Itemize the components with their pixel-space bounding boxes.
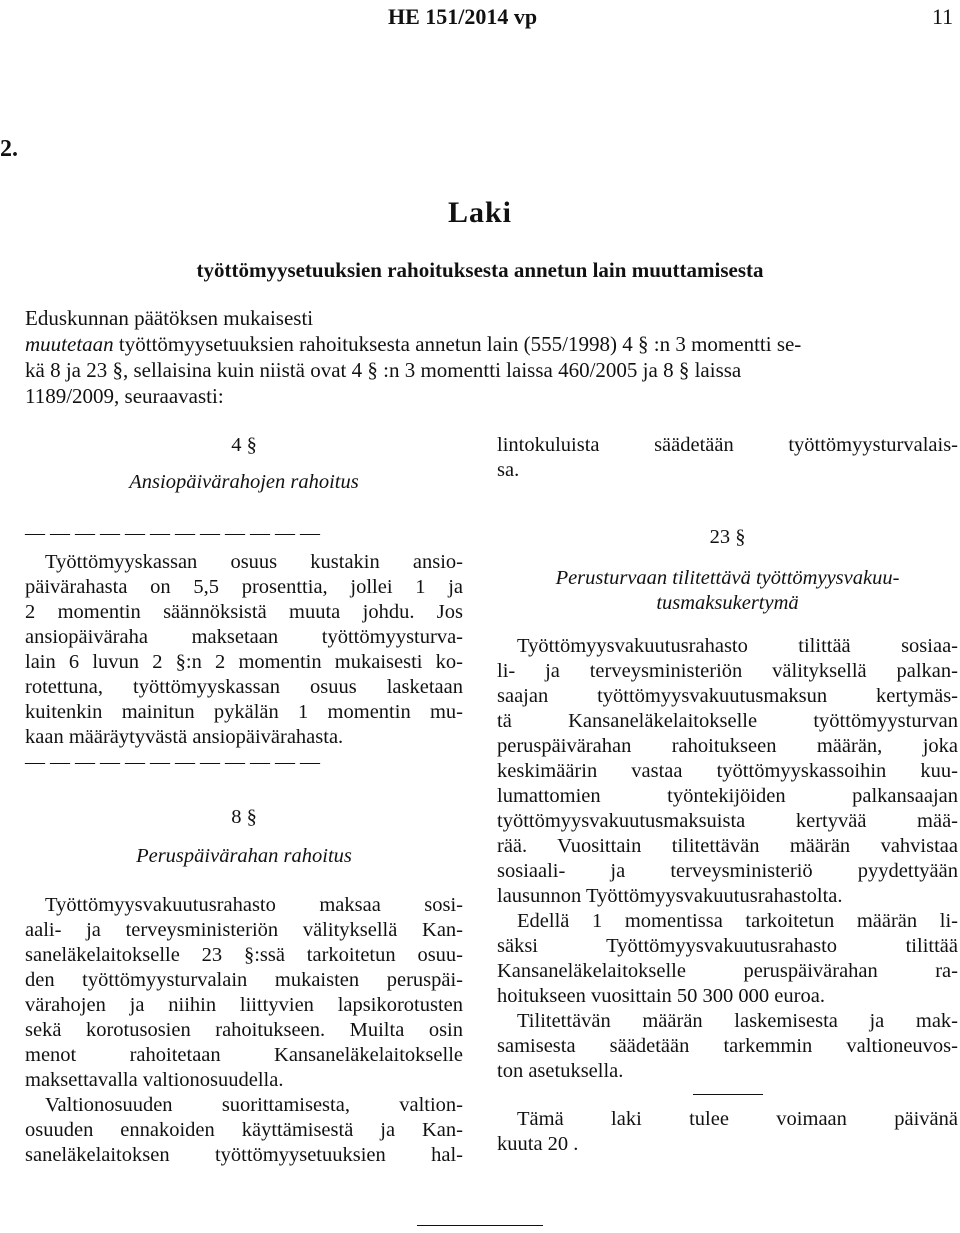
continuation-text	[497, 433, 958, 483]
omission-dashes: — — — — — — — — — — — —	[25, 751, 320, 773]
text-line: lain 6 luvun 2 §:n 2 momentin mukaisesti ko-	[25, 651, 463, 673]
section-23-paragraph-1	[497, 634, 958, 909]
document-id: HE 151/2014 vp	[388, 4, 538, 29]
text-line: osuuden ennakoiden käyttämisestä ja Kan-	[25, 1119, 463, 1141]
text-line: värahojen ja niihin liittyvien lapsikorotusten	[25, 994, 463, 1016]
text-line: Kansaneläkelaitokselle peruspäivärahan ra-	[497, 960, 958, 982]
text-line: sa.	[497, 459, 520, 481]
text-line: tä Kansaneläkelaitokselle työttömyysturvan	[497, 710, 958, 732]
law-subtitle: työttömyysetuuksien rahoituksesta annetun lain muuttamisesta	[196, 258, 764, 282]
section-23-paragraph-3	[497, 1009, 958, 1084]
text-line: ton asetuksella.	[497, 1060, 624, 1082]
right-column	[497, 433, 958, 1157]
text-line: ansiopäiväraha maksetaan työttömyysturva-	[25, 626, 463, 648]
text-line: peruspäivärahan rahoitukseen määrän, joka	[497, 735, 958, 757]
text-line: rää. Vuosittain tilitettävän määrän vahvistaa	[497, 835, 958, 857]
text-line: kaan määräytyvästä ansiopäivärahasta.	[25, 726, 344, 748]
section-number: 2.	[0, 136, 18, 162]
text-line: tusmaksukertymä	[656, 592, 799, 614]
text-line: sekä korotusosien rahoitukseen. Muilta osin	[25, 1019, 463, 1041]
text-line: kuitenkin mainitun pykälän 1 momentin mu-	[25, 701, 463, 723]
text-line: Työttömyysvakuutusrahasto maksaa sosi-	[45, 894, 463, 916]
text-line: aali- ja terveysministeriön välityksellä Kan-	[25, 919, 463, 941]
omission-dashes: — — — — — — — — — — — —	[25, 522, 320, 544]
section-4-body	[25, 550, 463, 750]
entry-into-force	[497, 1107, 958, 1157]
text-line: säksi Työttömyysvakuutusrahasto tilittää	[497, 935, 958, 957]
text-line: rotettuna, työttömyyskassan osuus lasketaan	[25, 676, 463, 698]
section-8-paragraph-1	[25, 893, 463, 1093]
footer-rule	[417, 1225, 543, 1226]
text-line: sosiaali- ja terveysministeriö pyydettyään	[497, 860, 958, 882]
section-4-title: Ansiopäivärahojen rahoitus	[129, 471, 359, 493]
text-line: Työttömyysvakuutusrahasto tilittää sosiaa-	[517, 635, 958, 657]
preamble-line: 1189/2009, seuraavasti:	[25, 384, 224, 408]
text-line: Perusturvaan tilitettävä työttömyysvakuu-	[555, 567, 900, 589]
text-line: saajan työttömyysvakuutusmaksun kertymäs-	[497, 685, 958, 707]
text-line: saneläkelaitokselle 23 §:ssä tarkoitetun osuu-	[25, 944, 463, 966]
preamble-line: kä 8 ja 23 §, sellaisina kuin niistä ovat 4 § :n 3 momentti laissa 460/2005 ja 8 § laissa	[25, 358, 742, 382]
preamble	[25, 305, 960, 409]
text-line: li- ja terveysministeriön välityksellä palkan-	[497, 660, 958, 682]
text-line: lintokuluista säädetään työttömyysturvalais-	[497, 434, 958, 456]
page-number: 11	[932, 4, 954, 29]
law-title: Laki	[447, 196, 513, 229]
preamble-line	[25, 331, 960, 357]
section-8-paragraph-2	[25, 1093, 463, 1168]
left-column	[25, 433, 463, 1168]
end-rule	[693, 1094, 763, 1095]
text-line: Tilitettävän määrän laskemisesta ja mak-	[517, 1010, 958, 1032]
text-line: Työttömyyskassan osuus kustakin ansio-	[45, 551, 463, 573]
text-line: menot rahoitetaan Kansaneläkelaitokselle	[25, 1044, 463, 1066]
text-line: 2 momentin säännöksistä muuta johdu. Jos	[25, 601, 463, 623]
section-8-title: Peruspäivärahan rahoitus	[136, 845, 352, 867]
text-line: kuuta 20 .	[497, 1133, 579, 1155]
section-8-heading: 8 §	[231, 806, 257, 828]
text-line: lausunnon Työttömyysvakuutusrahastolta.	[497, 885, 843, 907]
text-line: keskimäärin vastaa työttömyyskassoihin kuu-	[497, 760, 958, 782]
text-line: samisesta säädetään tarkemmin valtioneuvos-	[497, 1035, 958, 1057]
text-line: Edellä 1 momentissa tarkoitetun määrän li-	[517, 910, 958, 932]
preamble-line: Eduskunnan päätöksen mukaisesti	[25, 306, 314, 330]
preamble-italic: muutetaan	[25, 332, 114, 356]
text-line: den työttömyysturvalain mukaisten peruspäi-	[25, 969, 463, 991]
section-23-heading: 23 §	[709, 526, 746, 548]
text-line: maksettavalla valtionosuudella.	[25, 1069, 284, 1091]
text-line: saneläkelaitoksen työttömyysetuuksien hal-	[25, 1144, 463, 1166]
text-line: Valtionosuuden suorittamisesta, valtion-	[45, 1094, 463, 1116]
text-line: Tämä laki tulee voimaan päivänä	[517, 1108, 958, 1130]
preamble-rest: työttömyysetuuksien rahoituksesta annetun lain (555/1998) 4 § :n 3 momentti se-	[113, 332, 802, 356]
text-line: päivärahasta on 5,5 prosenttia, jollei 1 ja	[25, 576, 463, 598]
section-23-paragraph-2	[497, 909, 958, 1009]
section-23-title	[497, 566, 958, 616]
section-4-heading: 4 §	[231, 434, 257, 456]
text-line: työttömyysvakuutusmaksuista kertyvää mää-	[497, 810, 958, 832]
text-line: lumattomien työntekijöiden palkansaajan	[497, 785, 958, 807]
text-line: hoitukseen vuosittain 50 300 000 euroa.	[497, 985, 825, 1007]
